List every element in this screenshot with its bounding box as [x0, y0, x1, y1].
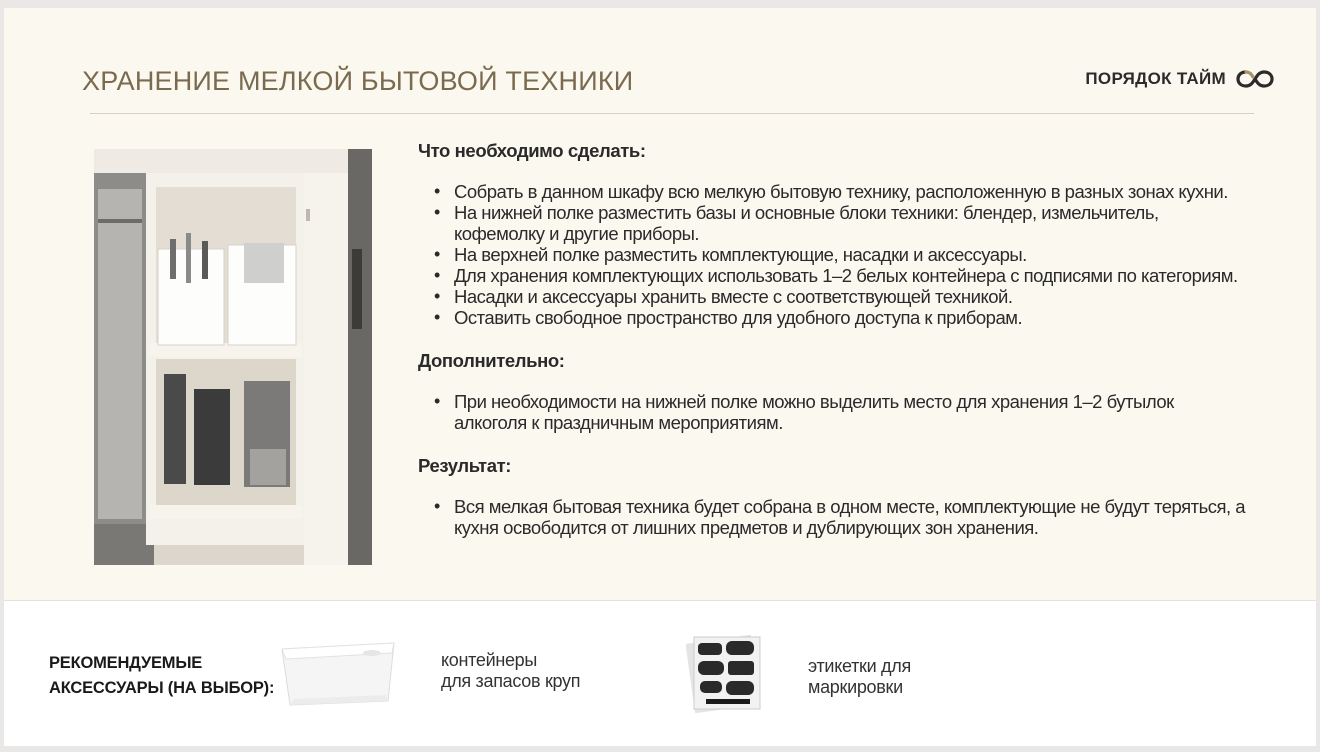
- list-item: • Насадки и аксессуары хранить вместе с соответствующей техникой.: [418, 286, 1248, 307]
- list-item: • Вся мелкая бытовая техника будет собрана в одном месте, комплектующие не будут теряться, а кухня освободится от лишних предметов и дублирующих зон хранения.: [418, 496, 1248, 538]
- list-item: • На нижней полке разместить базы и основные блоки техники: блендер, измельчитель, кофемолку и другие приборы.: [418, 202, 1248, 244]
- brand-name: ПОРЯДОК ТАЙМ: [1085, 69, 1226, 88]
- list-item: • Для хранения комплектующих использовать 1–2 белых контейнера с подписями по категориям.: [418, 265, 1248, 286]
- accessory-containers-label: [441, 650, 580, 692]
- accessory-labels-label: [808, 656, 911, 698]
- accessories-footer: [4, 600, 1316, 746]
- list-item: • Оставить свободное пространство для удобного доступа к приборам.: [418, 307, 1248, 328]
- accessory-label-line: для запасов круп: [441, 671, 581, 691]
- list-item: • Собрать в данном шкафу всю мелкую бытовую технику, расположенную в разных зонах кухни.: [418, 181, 1248, 202]
- instructions: [418, 140, 1248, 560]
- accessories-title-line2: АКСЕССУАРЫ (НА ВЫБОР):: [49, 679, 275, 697]
- page-title: ХРАНЕНИЕ МЕЛКОЙ БЫТОВОЙ ТЕХНИКИ: [82, 66, 634, 96]
- result-heading: Результат:: [418, 455, 512, 476]
- accessory-label-line: маркировки: [808, 677, 903, 697]
- extra-list: [418, 391, 1248, 433]
- todo-heading: Что необходимо сделать:: [418, 140, 646, 161]
- todo-list: [418, 181, 1248, 328]
- extra-heading: Дополнительно:: [418, 350, 565, 371]
- list-item: • На верхней полке разместить комплектующие, насадки и аксессуары.: [418, 244, 1248, 265]
- brand: [1085, 68, 1274, 90]
- chalkboard-labels-image: [686, 631, 768, 717]
- accessory-label-line: этикетки для: [808, 656, 911, 676]
- accessories-title: [49, 651, 274, 701]
- list-item: • При необходимости на нижней полке можно выделить место для хранения 1–2 бутылок алкоголя к праздничным мероприятиям.: [418, 391, 1248, 433]
- accessories-title-line1: РЕКОМЕНДУЕМЫЕ: [49, 654, 203, 672]
- result-list: [418, 496, 1248, 538]
- header-divider: [90, 113, 1254, 114]
- accessory-label-line: контейнеры: [441, 650, 538, 670]
- white-container-image: [276, 635, 400, 707]
- cabinet-photo: [94, 149, 372, 565]
- infinity-logo-icon: [1236, 68, 1274, 90]
